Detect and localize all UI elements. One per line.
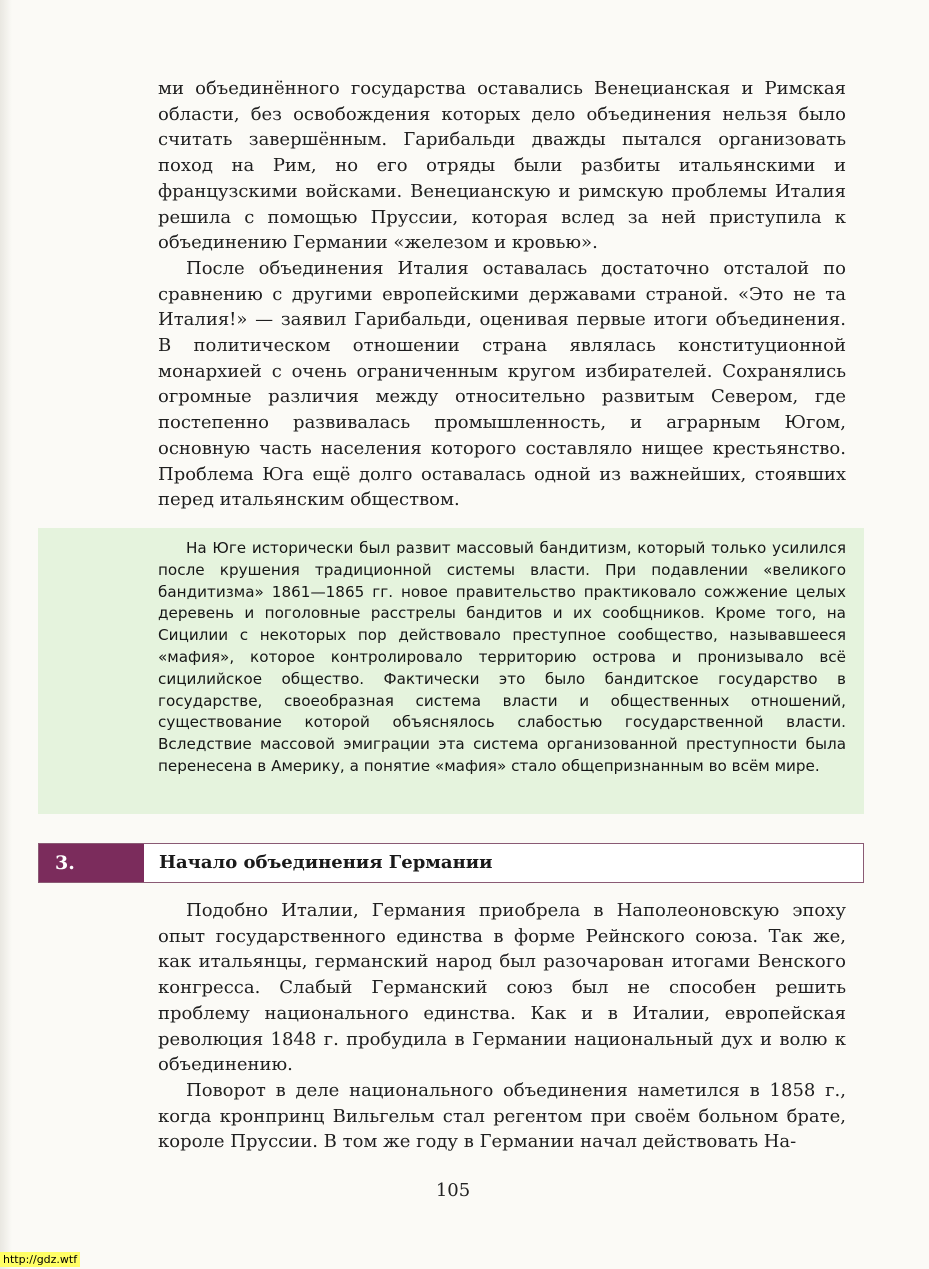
paragraph: После объединения Италия оставалась достаточно отсталой по сравнению с другими европейскими державами страной. «Это не та Италия!» — заявил Гарибальди, оценивая первые итоги объединения. В политическом отношении страна являлась конституционной монархией с очень ограниченным кругом избирателей. Сохранялись огромные различия между относительно развитым Севером, где постепенно развивалась промышленность, и аграрным Югом, основную часть населения которого составляло нищее крестьянство. Проблема Юга ещё долго оставалась одной из важнейших, стоявших перед итальянским обществом. (158, 257, 846, 511)
paragraph: Поворот в деле национального объединения наметился в 1858 г., когда кронпринц Вильгельм стал регентом при своём больном брате, короле Пруссии. В том же году в Германии начал действовать На- (158, 1079, 846, 1153)
watermark-link[interactable]: http://gdz.wtf (0, 1252, 80, 1267)
paragraph: ми объединённого государства оставались Венецианская и Римская области, без освобождения которых дело объединения нельзя было считать завершённым. Гарибальди дважды пытался организовать поход на Рим, но его отряды были разбиты итальянскими и французскими войсками. Венецианскую и римскую проблемы Италия решила с помощью Пруссии, которая вслед за ней приступила к объединению Германии «железом и кровью». (158, 78, 846, 254)
section-title: Начало объединения Германии (159, 852, 493, 873)
top-text-block (158, 76, 846, 513)
page-number: 105 (435, 1180, 471, 1201)
info-box-text: На Юге исторически был развит массовый бандитизм, который только усилился после крушения традиционной системы власти. При подавлении «великого бандитизма» 1861—1865 гг. новое правительство практиковало сожжение целых деревень и поголовные расстрелы бандитов и их сообщников. Кроме того, на Сицилии с некоторых пор действовало преступное сообщество, называвшееся «мафия», которое контролировало территорию острова и пронизывало всё сицилийское общество. Фактически это было бандитское государство в государстве, своеобразная система власти и общественных отношений, существование которой объяснялось слабостью государственной власти. Вследствие массовой эмиграции эта система организованной преступности была перенесена в Америку, а понятие «мафия» стало общепризнанным во всём мире. (158, 539, 846, 775)
paragraph: Подобно Италии, Германия приобрела в Наполеоновскую эпоху опыт государственного единства в форме Рейнского союза. Так же, как итальянцы, германский народ был разочарован итогами Венского конгресса. Слабый Германский союз был не способен решить проблему национального единства. Как и в Италии, европейская революция 1848 г. пробудила в Германии национальный дух и волю к объединению. (158, 900, 846, 1076)
section-header (38, 843, 864, 883)
bottom-text-block (158, 898, 846, 1155)
section-number: 3. (39, 844, 144, 882)
scan-edge (0, 0, 12, 1269)
